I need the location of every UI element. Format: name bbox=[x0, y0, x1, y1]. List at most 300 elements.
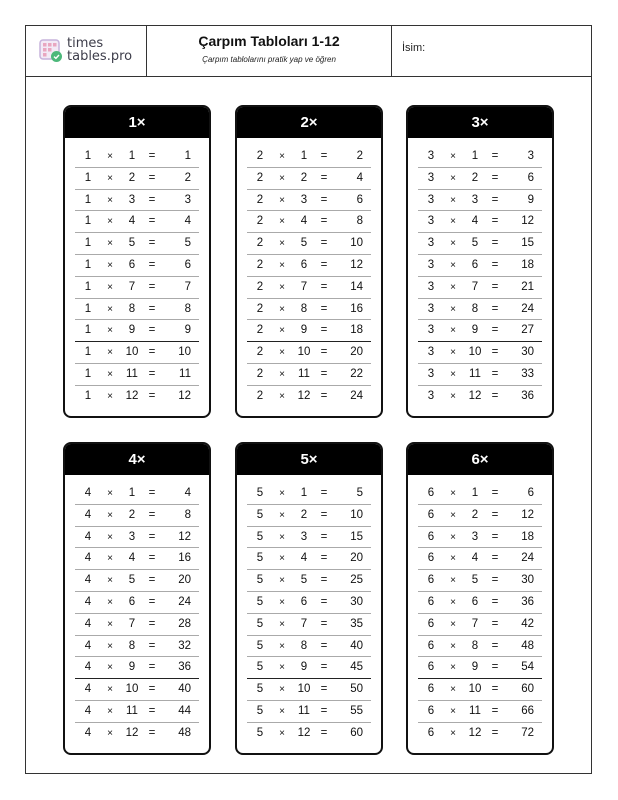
product: 30 bbox=[521, 574, 534, 587]
factor-a: 2 bbox=[256, 193, 264, 206]
times-symbol: × bbox=[107, 325, 113, 337]
times-symbol: × bbox=[450, 618, 456, 630]
equation-row bbox=[418, 386, 542, 408]
equals-symbol: = bbox=[491, 389, 499, 402]
equation-row bbox=[418, 233, 542, 255]
equals-symbol: = bbox=[491, 280, 499, 293]
equation-row bbox=[75, 364, 199, 386]
times-symbol: × bbox=[279, 618, 285, 630]
product: 24 bbox=[350, 389, 363, 402]
factor-b: 5 bbox=[128, 237, 136, 250]
factor-b: 6 bbox=[471, 595, 479, 608]
equation-list bbox=[408, 475, 552, 745]
factor-a: 6 bbox=[427, 574, 435, 587]
equals-symbol: = bbox=[491, 171, 499, 184]
factor-a: 5 bbox=[256, 683, 264, 696]
factor-b: 10 bbox=[125, 346, 139, 359]
equals-symbol: = bbox=[491, 595, 499, 608]
equals-symbol: = bbox=[320, 346, 328, 359]
equals-symbol: = bbox=[491, 508, 499, 521]
logo-line-2: tables.pro bbox=[67, 49, 133, 64]
equals-symbol: = bbox=[491, 215, 499, 228]
factor-b: 9 bbox=[471, 324, 479, 337]
times-symbol: × bbox=[279, 368, 285, 380]
equation-row bbox=[247, 168, 371, 190]
equals-symbol: = bbox=[148, 552, 156, 565]
equals-symbol: = bbox=[491, 530, 499, 543]
factor-b: 2 bbox=[128, 508, 136, 521]
product: 48 bbox=[521, 639, 534, 652]
times-symbol: × bbox=[107, 509, 113, 521]
product: 42 bbox=[521, 617, 534, 630]
equals-symbol: = bbox=[320, 661, 328, 674]
factor-b: 12 bbox=[297, 726, 311, 739]
factor-a: 3 bbox=[427, 215, 435, 228]
factor-a: 5 bbox=[256, 617, 264, 630]
times-symbol: × bbox=[107, 596, 113, 608]
factor-a: 1 bbox=[84, 193, 92, 206]
equals-symbol: = bbox=[320, 324, 328, 337]
equation-row bbox=[75, 701, 199, 723]
factor-b: 5 bbox=[471, 574, 479, 587]
equals-symbol: = bbox=[320, 367, 328, 380]
equals-symbol: = bbox=[320, 302, 328, 315]
equation-row bbox=[75, 255, 199, 277]
times-table-card bbox=[63, 442, 211, 755]
equation-row bbox=[75, 386, 199, 408]
factor-a: 1 bbox=[84, 280, 92, 293]
product: 4 bbox=[184, 487, 191, 499]
factor-b: 10 bbox=[297, 346, 311, 359]
times-symbol: × bbox=[450, 216, 456, 228]
product: 72 bbox=[521, 726, 534, 739]
factor-a: 5 bbox=[256, 530, 264, 543]
times-symbol: × bbox=[279, 347, 285, 359]
factor-a: 3 bbox=[427, 237, 435, 250]
factor-b: 9 bbox=[128, 661, 136, 674]
equals-symbol: = bbox=[320, 215, 328, 228]
factor-b: 6 bbox=[471, 258, 479, 271]
equation-row bbox=[418, 364, 542, 386]
product: 12 bbox=[350, 258, 363, 271]
equals-symbol: = bbox=[491, 150, 499, 162]
product: 36 bbox=[178, 661, 191, 674]
factor-b: 6 bbox=[300, 595, 308, 608]
factor-a: 3 bbox=[427, 346, 435, 359]
card-title: 6× bbox=[408, 444, 552, 475]
equation-row bbox=[247, 277, 371, 299]
factor-b: 8 bbox=[128, 302, 136, 315]
worksheet-header bbox=[26, 26, 591, 77]
equals-symbol: = bbox=[320, 683, 328, 696]
factor-a: 3 bbox=[427, 389, 435, 402]
times-symbol: × bbox=[450, 259, 456, 271]
equation-row bbox=[418, 527, 542, 549]
factor-b: 11 bbox=[126, 367, 138, 380]
equation-row bbox=[247, 679, 371, 701]
card-title: 2× bbox=[237, 107, 381, 138]
factor-b: 6 bbox=[300, 258, 308, 271]
factor-b: 11 bbox=[298, 367, 310, 380]
equals-symbol: = bbox=[491, 258, 499, 271]
equals-symbol: = bbox=[148, 237, 156, 250]
factor-b: 4 bbox=[300, 552, 308, 565]
equals-symbol: = bbox=[148, 346, 156, 359]
equation-row bbox=[247, 386, 371, 408]
factor-a: 6 bbox=[427, 661, 435, 674]
factor-b: 3 bbox=[300, 193, 308, 206]
equation-row bbox=[247, 483, 371, 505]
equals-symbol: = bbox=[491, 302, 499, 315]
product: 18 bbox=[521, 530, 534, 543]
times-table-card bbox=[63, 105, 211, 418]
times-symbol: × bbox=[450, 553, 456, 565]
factor-a: 2 bbox=[256, 389, 264, 402]
factor-b: 5 bbox=[300, 574, 308, 587]
equation-row bbox=[247, 233, 371, 255]
factor-a: 2 bbox=[256, 258, 264, 271]
equation-row bbox=[247, 255, 371, 277]
times-symbol: × bbox=[107, 368, 113, 380]
factor-a: 1 bbox=[84, 324, 92, 337]
factor-b: 5 bbox=[471, 237, 479, 250]
factor-b: 10 bbox=[125, 683, 139, 696]
equals-symbol: = bbox=[148, 683, 156, 696]
equals-symbol: = bbox=[320, 530, 328, 543]
equals-symbol: = bbox=[320, 639, 328, 652]
times-symbol: × bbox=[450, 684, 456, 696]
factor-a: 2 bbox=[256, 280, 264, 293]
times-symbol: × bbox=[450, 575, 456, 587]
equation-row bbox=[418, 483, 542, 505]
equation-list bbox=[237, 138, 381, 408]
equals-symbol: = bbox=[320, 171, 328, 184]
product: 9 bbox=[527, 193, 534, 206]
factor-a: 2 bbox=[256, 215, 264, 228]
product: 8 bbox=[184, 508, 191, 521]
factor-a: 6 bbox=[427, 595, 435, 608]
factor-b: 4 bbox=[471, 215, 479, 228]
equals-symbol: = bbox=[148, 258, 156, 271]
factor-a: 2 bbox=[256, 346, 264, 359]
times-symbol: × bbox=[107, 194, 113, 206]
equals-symbol: = bbox=[148, 574, 156, 587]
equation-row bbox=[247, 364, 371, 386]
product: 28 bbox=[178, 617, 191, 630]
equals-symbol: = bbox=[320, 617, 328, 630]
times-symbol: × bbox=[107, 488, 113, 499]
product: 66 bbox=[521, 704, 534, 717]
times-symbol: × bbox=[107, 618, 113, 630]
equals-symbol: = bbox=[148, 150, 156, 162]
times-symbol: × bbox=[450, 390, 456, 402]
times-symbol: × bbox=[107, 662, 113, 674]
product: 1 bbox=[184, 150, 191, 162]
equals-symbol: = bbox=[320, 193, 328, 206]
times-symbol: × bbox=[107, 281, 113, 293]
product: 20 bbox=[350, 552, 363, 565]
product: 10 bbox=[350, 237, 363, 250]
equals-symbol: = bbox=[491, 726, 499, 739]
factor-a: 3 bbox=[427, 302, 435, 315]
factor-a: 4 bbox=[84, 508, 92, 521]
factor-b: 3 bbox=[128, 530, 136, 543]
times-symbol: × bbox=[450, 368, 456, 380]
product: 6 bbox=[184, 258, 191, 271]
factor-b: 9 bbox=[300, 661, 308, 674]
equation-row bbox=[75, 483, 199, 505]
factor-a: 1 bbox=[84, 346, 92, 359]
grid-check-icon bbox=[39, 39, 63, 63]
times-symbol: × bbox=[279, 662, 285, 674]
factor-a: 5 bbox=[256, 704, 264, 717]
equation-row bbox=[75, 527, 199, 549]
product: 2 bbox=[184, 171, 191, 184]
times-symbol: × bbox=[279, 488, 285, 499]
factor-b: 1 bbox=[471, 487, 479, 499]
factor-a: 5 bbox=[256, 661, 264, 674]
product: 24 bbox=[521, 302, 534, 315]
times-symbol: × bbox=[450, 596, 456, 608]
product: 18 bbox=[350, 324, 363, 337]
factor-b: 1 bbox=[128, 150, 136, 162]
factor-a: 4 bbox=[84, 639, 92, 652]
factor-a: 1 bbox=[84, 171, 92, 184]
equals-symbol: = bbox=[320, 595, 328, 608]
equals-symbol: = bbox=[148, 193, 156, 206]
factor-a: 2 bbox=[256, 237, 264, 250]
times-symbol: × bbox=[450, 531, 456, 543]
equation-row bbox=[247, 146, 371, 168]
equation-list bbox=[408, 138, 552, 408]
factor-b: 1 bbox=[300, 150, 308, 162]
product: 36 bbox=[521, 595, 534, 608]
times-symbol: × bbox=[279, 705, 285, 717]
equation-row bbox=[75, 657, 199, 679]
factor-b: 4 bbox=[128, 215, 136, 228]
equals-symbol: = bbox=[320, 574, 328, 587]
factor-a: 4 bbox=[84, 683, 92, 696]
product: 12 bbox=[521, 508, 534, 521]
product: 36 bbox=[521, 389, 534, 402]
product: 12 bbox=[521, 215, 534, 228]
factor-b: 11 bbox=[126, 704, 138, 717]
factor-a: 1 bbox=[84, 150, 92, 162]
factor-a: 1 bbox=[84, 367, 92, 380]
product: 30 bbox=[521, 346, 534, 359]
equation-row bbox=[418, 636, 542, 658]
factor-a: 3 bbox=[427, 367, 435, 380]
times-symbol: × bbox=[279, 325, 285, 337]
factor-b: 1 bbox=[471, 150, 479, 162]
factor-a: 4 bbox=[84, 552, 92, 565]
product: 5 bbox=[356, 487, 363, 499]
equation-row bbox=[247, 211, 371, 233]
times-symbol: × bbox=[450, 172, 456, 184]
times-symbol: × bbox=[107, 259, 113, 271]
times-symbol: × bbox=[450, 640, 456, 652]
equals-symbol: = bbox=[491, 639, 499, 652]
factor-b: 3 bbox=[128, 193, 136, 206]
equals-symbol: = bbox=[148, 530, 156, 543]
product: 25 bbox=[350, 574, 363, 587]
times-symbol: × bbox=[279, 553, 285, 565]
product: 24 bbox=[521, 552, 534, 565]
product: 16 bbox=[178, 552, 191, 565]
card-title: 1× bbox=[65, 107, 209, 138]
times-table-card bbox=[406, 442, 554, 755]
times-symbol: × bbox=[107, 553, 113, 565]
times-symbol: × bbox=[450, 281, 456, 293]
equation-row bbox=[75, 299, 199, 321]
times-symbol: × bbox=[450, 238, 456, 250]
equation-row bbox=[247, 299, 371, 321]
equation-row bbox=[247, 342, 371, 364]
equation-row bbox=[75, 505, 199, 527]
equals-symbol: = bbox=[148, 595, 156, 608]
product: 14 bbox=[350, 280, 363, 293]
factor-b: 3 bbox=[471, 530, 479, 543]
product: 20 bbox=[350, 346, 363, 359]
equation-row bbox=[75, 190, 199, 212]
page-subtitle: Çarpım tablolarını pratik yap ve öğren bbox=[202, 55, 336, 64]
factor-b: 2 bbox=[300, 508, 308, 521]
product: 8 bbox=[356, 215, 363, 228]
equation-row bbox=[418, 570, 542, 592]
equation-row bbox=[247, 614, 371, 636]
equation-row bbox=[418, 548, 542, 570]
logo-line-1: times bbox=[67, 36, 104, 51]
card-title: 4× bbox=[65, 444, 209, 475]
product: 40 bbox=[350, 639, 363, 652]
times-symbol: × bbox=[107, 151, 113, 162]
equation-row bbox=[418, 679, 542, 701]
factor-a: 6 bbox=[427, 508, 435, 521]
factor-a: 4 bbox=[84, 574, 92, 587]
times-symbol: × bbox=[279, 684, 285, 696]
product: 9 bbox=[184, 324, 191, 337]
logo-text bbox=[67, 37, 132, 63]
factor-a: 1 bbox=[84, 215, 92, 228]
factor-b: 12 bbox=[468, 726, 482, 739]
product: 35 bbox=[350, 617, 363, 630]
factor-a: 4 bbox=[84, 726, 92, 739]
factor-a: 4 bbox=[84, 704, 92, 717]
product: 30 bbox=[350, 595, 363, 608]
product: 12 bbox=[178, 530, 191, 543]
factor-a: 4 bbox=[84, 595, 92, 608]
factor-b: 6 bbox=[128, 595, 136, 608]
equals-symbol: = bbox=[148, 389, 156, 402]
factor-a: 5 bbox=[256, 552, 264, 565]
times-symbol: × bbox=[107, 727, 113, 739]
equation-row bbox=[418, 211, 542, 233]
factor-a: 2 bbox=[256, 302, 264, 315]
equals-symbol: = bbox=[148, 639, 156, 652]
equals-symbol: = bbox=[148, 367, 156, 380]
factor-b: 4 bbox=[471, 552, 479, 565]
product: 7 bbox=[184, 280, 191, 293]
factor-a: 3 bbox=[427, 258, 435, 271]
card-title: 3× bbox=[408, 107, 552, 138]
equation-row bbox=[247, 657, 371, 679]
name-cell[interactable] bbox=[392, 26, 591, 76]
product: 6 bbox=[356, 193, 363, 206]
product: 16 bbox=[350, 302, 363, 315]
equation-row bbox=[247, 636, 371, 658]
product: 60 bbox=[521, 683, 534, 696]
times-symbol: × bbox=[279, 259, 285, 271]
product: 44 bbox=[178, 704, 191, 717]
factor-b: 5 bbox=[128, 574, 136, 587]
product: 40 bbox=[178, 683, 191, 696]
title-cell bbox=[147, 26, 392, 76]
times-symbol: × bbox=[279, 390, 285, 402]
equals-symbol: = bbox=[491, 661, 499, 674]
factor-b: 1 bbox=[300, 487, 308, 499]
times-symbol: × bbox=[107, 684, 113, 696]
factor-a: 6 bbox=[427, 639, 435, 652]
equation-row bbox=[418, 168, 542, 190]
equation-row bbox=[247, 592, 371, 614]
page-title: Çarpım Tabloları 1-12 bbox=[198, 33, 340, 49]
product: 50 bbox=[350, 683, 363, 696]
factor-b: 8 bbox=[300, 639, 308, 652]
equals-symbol: = bbox=[320, 726, 328, 739]
factor-b: 3 bbox=[471, 193, 479, 206]
equals-symbol: = bbox=[320, 704, 328, 717]
factor-a: 2 bbox=[256, 367, 264, 380]
product: 6 bbox=[527, 171, 534, 184]
factor-b: 12 bbox=[468, 389, 482, 402]
equation-row bbox=[247, 723, 371, 745]
times-symbol: × bbox=[450, 303, 456, 315]
product: 4 bbox=[184, 215, 191, 228]
factor-b: 5 bbox=[300, 237, 308, 250]
equation-row bbox=[75, 320, 199, 342]
times-symbol: × bbox=[279, 238, 285, 250]
times-table-card bbox=[235, 442, 383, 755]
equals-symbol: = bbox=[148, 487, 156, 499]
factor-b: 7 bbox=[471, 280, 479, 293]
product: 20 bbox=[178, 574, 191, 587]
factor-a: 6 bbox=[427, 726, 435, 739]
factor-b: 9 bbox=[300, 324, 308, 337]
factor-b: 11 bbox=[469, 367, 481, 380]
times-symbol: × bbox=[107, 238, 113, 250]
product: 27 bbox=[521, 324, 534, 337]
factor-b: 11 bbox=[298, 704, 310, 717]
product: 24 bbox=[178, 595, 191, 608]
equation-row bbox=[418, 723, 542, 745]
equals-symbol: = bbox=[320, 150, 328, 162]
equation-row bbox=[247, 548, 371, 570]
factor-a: 2 bbox=[256, 324, 264, 337]
factor-a: 4 bbox=[84, 530, 92, 543]
factor-a: 5 bbox=[256, 726, 264, 739]
factor-b: 8 bbox=[128, 639, 136, 652]
product: 4 bbox=[356, 171, 363, 184]
equals-symbol: = bbox=[148, 726, 156, 739]
equation-row bbox=[75, 679, 199, 701]
equals-symbol: = bbox=[148, 280, 156, 293]
factor-a: 1 bbox=[84, 258, 92, 271]
factor-b: 12 bbox=[297, 389, 311, 402]
equals-symbol: = bbox=[320, 237, 328, 250]
product: 55 bbox=[350, 704, 363, 717]
equation-row bbox=[75, 146, 199, 168]
times-symbol: × bbox=[279, 194, 285, 206]
